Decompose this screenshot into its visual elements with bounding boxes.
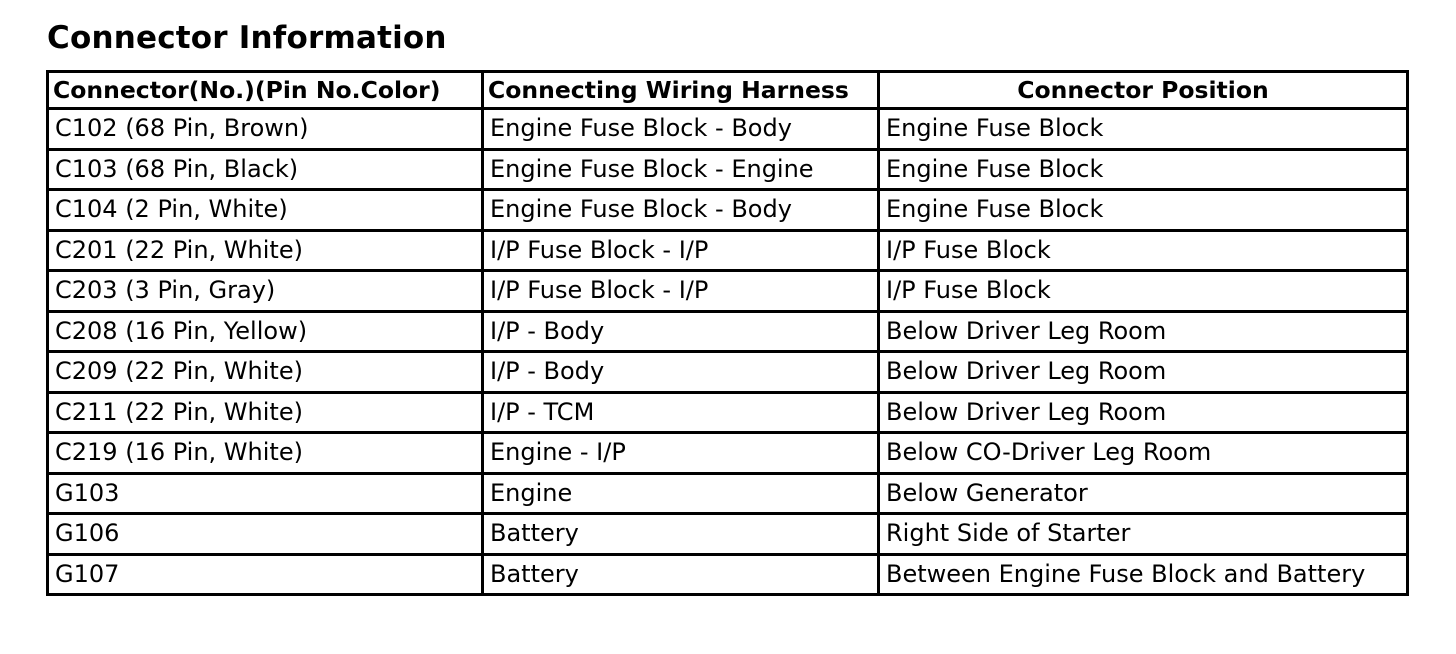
connector-cell: G106 bbox=[48, 514, 483, 555]
harness-cell: I/P - TCM bbox=[483, 392, 879, 433]
connector-cell: G103 bbox=[48, 473, 483, 514]
table-row bbox=[48, 190, 1408, 231]
position-cell: I/P Fuse Block bbox=[879, 230, 1408, 271]
column-header-wiring-harness: Connecting Wiring Harness bbox=[483, 72, 879, 109]
table-row bbox=[48, 554, 1408, 595]
harness-cell: Engine Fuse Block - Engine bbox=[483, 149, 879, 190]
connector-cell: C208 (16 Pin, Yellow) bbox=[48, 311, 483, 352]
harness-cell: Battery bbox=[483, 514, 879, 555]
connector-cell: C211 (22 Pin, White) bbox=[48, 392, 483, 433]
column-header-connector: Connector(No.)(Pin No.Color) bbox=[48, 72, 483, 109]
harness-cell: Engine - I/P bbox=[483, 433, 879, 474]
position-cell: Below Driver Leg Room bbox=[879, 311, 1408, 352]
connector-cell: C201 (22 Pin, White) bbox=[48, 230, 483, 271]
connector-cell: C102 (68 Pin, Brown) bbox=[48, 109, 483, 150]
table-row bbox=[48, 311, 1408, 352]
connector-cell: C104 (2 Pin, White) bbox=[48, 190, 483, 231]
table-row bbox=[48, 392, 1408, 433]
position-cell: Engine Fuse Block bbox=[879, 109, 1408, 150]
harness-cell: Engine Fuse Block - Body bbox=[483, 109, 879, 150]
harness-cell: Engine Fuse Block - Body bbox=[483, 190, 879, 231]
position-cell: Below CO-Driver Leg Room bbox=[879, 433, 1408, 474]
table-row bbox=[48, 352, 1408, 393]
position-cell: Right Side of Starter bbox=[879, 514, 1408, 555]
harness-cell: I/P Fuse Block - I/P bbox=[483, 271, 879, 312]
connector-cell: G107 bbox=[48, 554, 483, 595]
position-cell: Below Driver Leg Room bbox=[879, 352, 1408, 393]
connector-cell: C103 (68 Pin, Black) bbox=[48, 149, 483, 190]
position-cell: Between Engine Fuse Block and Battery bbox=[879, 554, 1408, 595]
connector-cell: C219 (16 Pin, White) bbox=[48, 433, 483, 474]
position-cell: Below Generator bbox=[879, 473, 1408, 514]
position-cell: Engine Fuse Block bbox=[879, 190, 1408, 231]
table-row bbox=[48, 514, 1408, 555]
table-header-row bbox=[48, 72, 1408, 109]
harness-cell: I/P Fuse Block - I/P bbox=[483, 230, 879, 271]
table-row bbox=[48, 230, 1408, 271]
connector-table bbox=[46, 70, 1409, 596]
table-row bbox=[48, 109, 1408, 150]
page-title: Connector Information bbox=[47, 20, 447, 56]
harness-cell: Engine bbox=[483, 473, 879, 514]
table-row bbox=[48, 433, 1408, 474]
connector-cell: C203 (3 Pin, Gray) bbox=[48, 271, 483, 312]
table-row bbox=[48, 271, 1408, 312]
harness-cell: I/P - Body bbox=[483, 311, 879, 352]
harness-cell: Battery bbox=[483, 554, 879, 595]
column-header-position: Connector Position bbox=[879, 72, 1408, 109]
position-cell: Engine Fuse Block bbox=[879, 149, 1408, 190]
connector-cell: C209 (22 Pin, White) bbox=[48, 352, 483, 393]
table-row bbox=[48, 149, 1408, 190]
table-row bbox=[48, 473, 1408, 514]
harness-cell: I/P - Body bbox=[483, 352, 879, 393]
position-cell: Below Driver Leg Room bbox=[879, 392, 1408, 433]
position-cell: I/P Fuse Block bbox=[879, 271, 1408, 312]
